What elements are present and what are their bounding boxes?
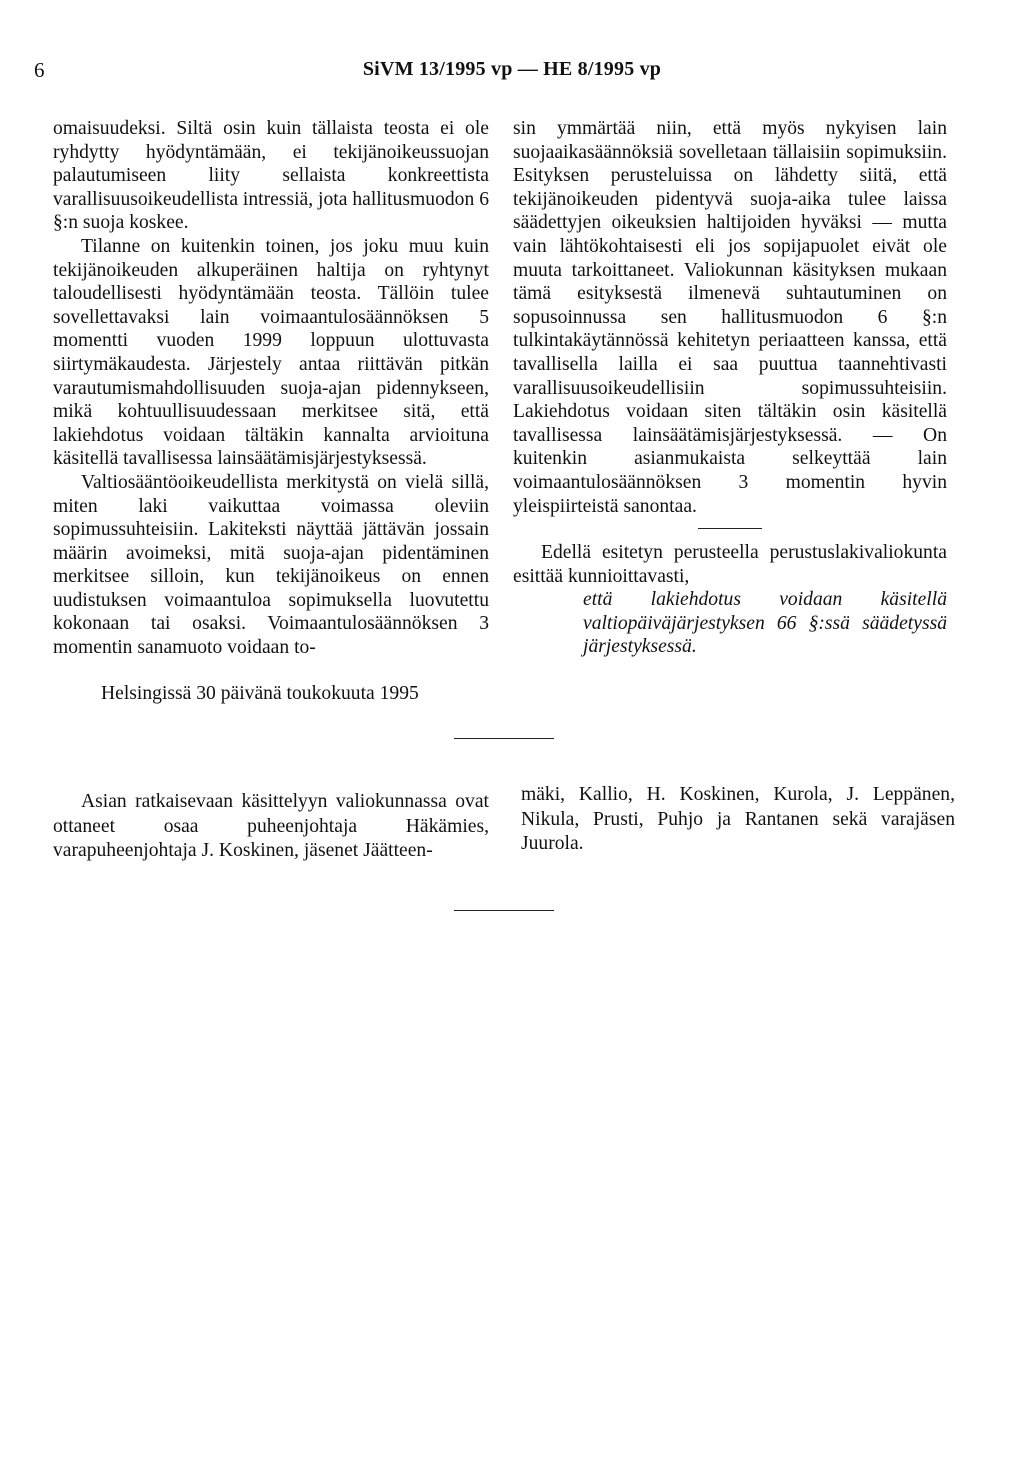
participants-right	[521, 783, 955, 857]
page-number: 6	[34, 58, 45, 82]
right-column	[513, 117, 947, 659]
left-paragraph-1: omaisuudeksi. Siltä osin kuin tällaista teosta ei ole ryhdytty hyödyntämään, ei tekijänoikeussuojan palautumiseen liity sellaista konkreettista varallisuusoikeudellista intressiä, jota hallitusmuodon 6 §:n suoja koskee.	[53, 118, 489, 234]
running-header: SiVM 13/1995 vp — HE 8/1995 vp	[362, 58, 662, 80]
left-paragraph-2: Tilanne on kuitenkin toinen, jos joku muu kuin tekijänoikeuden alkuperäinen haltija on ryhtynyt taloudellisesti hyödyntämään teosta. Tällöin tulee sovellettavaksi lain voimaantulosäännöksen 5 momentti vuoden 1999 loppuun ulottuvasta siirtymäkaudesta. Järjestely antaa riittävän pitkän varautumismahdollisuuden suoja-ajan pidennykseen, mikä kohtuullisuudessaan merkitsee sitä, että lakiehdotus voidaan tältäkin kannalta arvioituna käsitellä tavallisessa lainsäätämisjärjestyksessä.	[53, 235, 489, 470]
resolution-intro: Edellä esitetyn perusteella perustuslakivaliokunta esittää kunnioittavasti,	[513, 542, 947, 587]
closing-rule	[454, 910, 554, 911]
left-paragraph-3: Valtiosääntöoikeudellista merkitystä on vielä sillä, miten laki vaikuttaa voimassa oleviin sopimussuhteisiin. Lakiteksti näyttää jättävän jossain määrin avoimeksi, mitä suoja-ajan pidentäminen merkitsee silloin, kun tekijänoikeus on ennen uudistuksen voimaantuloa sopimuksella luovutettu kokonaan tai osaksi. Voimaantulosäännöksen 3 momentin sanamuoto voidaan to-	[53, 471, 489, 659]
divider-rule	[454, 738, 554, 739]
section-divider	[698, 528, 762, 529]
participants-left-text: Asian ratkaisevaan käsittelyyn valiokunnassa ovat ottaneet osaa puheenjohtaja Häkämies, varapuheenjohtaja J. Koskinen, jäsenet Jäätteen-	[53, 791, 489, 861]
participants-right-text: mäki, Kallio, H. Koskinen, Kurola, J. Leppänen, Nikula, Prusti, Puhjo ja Rantanen sekä varajäsen Juurola.	[521, 784, 955, 854]
resolution-statement: että lakiehdotus voidaan käsitellä valtiopäiväjärjestyksen 66 §:ssä säädetyssä järjestyksessä.	[583, 589, 947, 658]
participants-left	[53, 790, 489, 864]
place-date: Helsingissä 30 päivänä toukokuuta 1995	[101, 683, 419, 704]
left-column	[53, 117, 489, 660]
right-paragraph-1: sin ymmärtää niin, että myös nykyisen lain suojaaikasäännöksiä sovelletaan tällaisiin sopimuksiin. Esityksen perusteluissa on lähdetty siitä, että tekijänoikeuden pidentyvä suoja-aika tulee laissa säädettyjen oikeuksien haltijoiden hyväksi — mutta vain lähtökohtaisesti eli jos sopijapuolet eivät ole muuta tarkoittaneet. Valiokunnan käsityksen mukaan tämä esityksestä ilmenevä suhtautuminen on sopusoinnussa sen hallitusmuodon 6 §:n tulkintakäytännössä kehitetyn periaatteen kanssa, että tavallisella lailla ei saa puuttua taannehtivasti varallisuusoikeudellisiin sopimussuhteisiin. Lakiehdotus voidaan siten tältäkin osin käsitellä tavallisessa lainsäätämisjärjestyksessä. — On kuitenkin asianmukaista selkeyttää lain voimaantulosäännöksen 3 momentin hyvin yleispiirteistä sanontaa.	[513, 118, 947, 517]
